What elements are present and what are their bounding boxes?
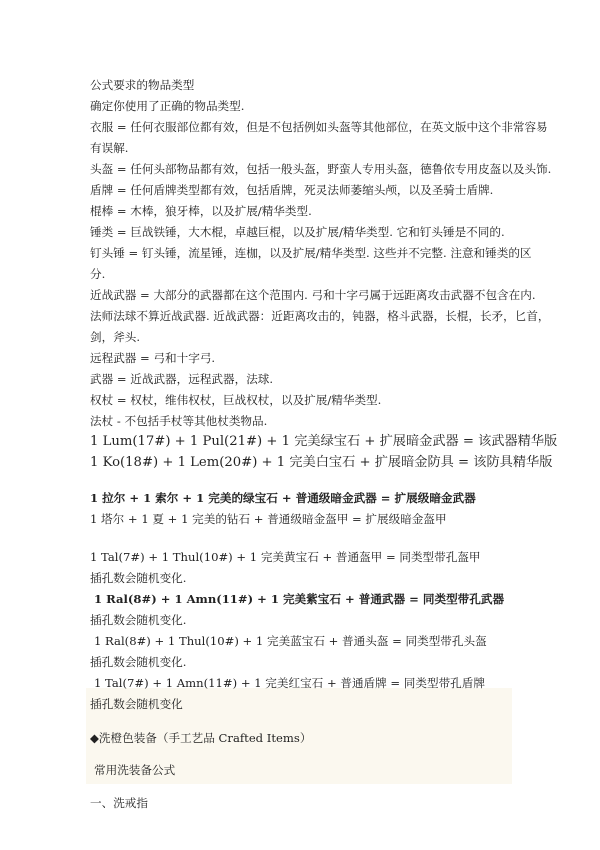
- text-line: 法杖 - 不包括手杖等其他杖类物品.: [90, 414, 268, 428]
- text-line: 武器 = 近战武器，远程武器，法球.: [90, 372, 274, 386]
- formula-line: 1 Lum(17#) + 1 Pul(21#) + 1 完美绿宝石 + 扩展暗金武器 = 该武器精华版: [90, 434, 558, 449]
- formula-line: 1 塔尔 + 1 夏 + 1 完美的钻石 + 普通级暗金盔甲 = 扩展级暗金盔甲: [90, 512, 447, 526]
- note-line: 插孔数会随机变化: [90, 697, 183, 711]
- text-line: 衣服 = 任何衣服部位都有效，但是不包括例如头盔等其他部位，在英文版中这个非常容易: [90, 120, 548, 134]
- text-line: 锤类 = 巨战铁锤，大木棍，卓越巨棍，以及扩展/精华类型. 它和钉头锤是不同的.: [90, 225, 505, 239]
- text-line: 剑，斧头.: [90, 330, 141, 344]
- formula-line: 1 拉尔 + 1 索尔 + 1 完美的绿宝石 + 普通级暗金武器 = 扩展级暗金武器: [90, 491, 476, 505]
- formula-line: 1 Ral(8#) + 1 Thul(10#) + 1 完美蓝宝石 + 普通头盔 = 同类型带孔头盔: [94, 634, 487, 648]
- note-line: 插孔数会随机变化.: [90, 613, 187, 627]
- note-line: 插孔数会随机变化.: [90, 655, 187, 669]
- formula-line: 1 Tal(7#) + 1 Thul(10#) + 1 完美黄宝石 + 普通盔甲 = 同类型带孔盔甲: [90, 550, 481, 564]
- section-heading-crafted-items: ◆洗橙色装备（手工艺品 Crafted Items）: [90, 731, 312, 745]
- subheading-rings: 一、洗戒指: [90, 796, 148, 810]
- formula-line: 1 Ko(18#) + 1 Lem(20#) + 1 完美白宝石 + 扩展暗金防具 = 该防具精华版: [90, 455, 553, 470]
- text-line: 钉头锤 = 钉头锤，流星锤，连枷，以及扩展/精华类型. 这些并不完整. 注意和锤类的区: [90, 246, 532, 260]
- text-line: 确定你使用了正确的物品类型.: [90, 99, 245, 113]
- note-line: 插孔数会随机变化.: [90, 571, 187, 585]
- text-line: 远程武器 = 弓和十字弓.: [90, 351, 216, 365]
- text-line: 盾牌 = 任何盾牌类型都有效，包括盾牌，死灵法师萎缩头颅，以及圣骑士盾牌.: [90, 183, 494, 197]
- formula-line: 1 Tal(7#) + 1 Amn(11#) + 1 完美红宝石 + 普通盾牌 = 同类型带孔盾牌: [94, 676, 485, 690]
- text-line: 棍棒 = 木棒，狼牙棒，以及扩展/精华类型.: [90, 204, 312, 218]
- text-line: 头盔 = 任何头部物品都有效，包括一般头盔，野蛮人专用头盔，德鲁依专用皮盔以及头饰.: [90, 162, 552, 176]
- text-line: 有误解.: [90, 141, 129, 155]
- subheading-common-formulas: 常用洗装备公式: [94, 763, 176, 777]
- text-line: 法师法球不算近战武器. 近战武器：近距离攻击的，钝器，格斗武器，长棍，长矛，匕首，: [90, 309, 550, 323]
- heading-item-types: 公式要求的物品类型: [90, 78, 195, 92]
- text-line: 权杖 = 权杖，维伟权杖，巨战权杖，以及扩展/精华类型.: [90, 393, 382, 407]
- formula-line: 1 Ral(8#) + 1 Amn(11#) + 1 完美紫宝石 + 普通武器 = 同类型带孔武器: [94, 592, 505, 606]
- text-line: 近战武器 = 大部分的武器都在这个范围内. 弓和十字弓属于远距离攻击武器不包含在内.: [90, 288, 536, 302]
- text-line: 分.: [90, 267, 106, 281]
